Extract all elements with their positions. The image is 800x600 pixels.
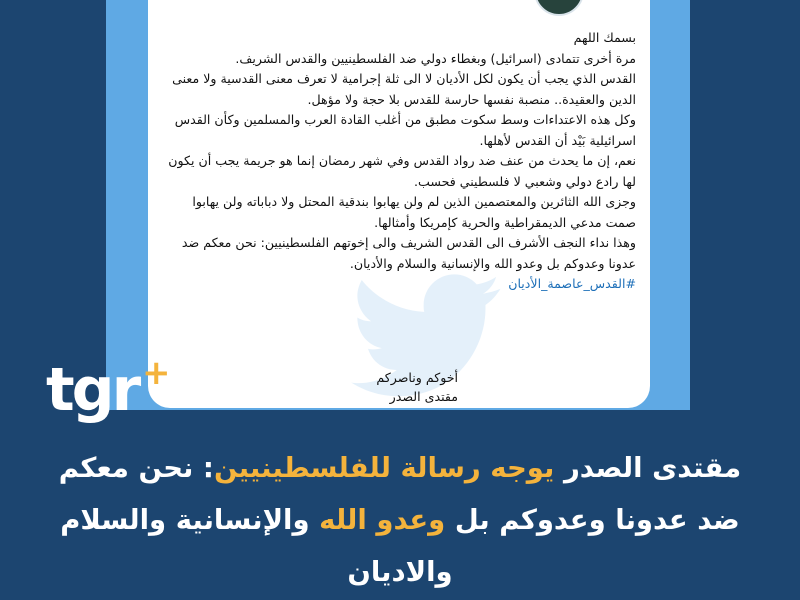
hashtag-link[interactable]: #القدس_عاصمة_الأديان (508, 276, 636, 291)
headline-part-5: والإنسانية والسلام والاديان (60, 504, 453, 588)
headline (40, 442, 760, 598)
paragraph-2: القدس الذي يجب أن يكون لكل الأديان لا الى ثلة إجرامية لا تعرف معنى القدسية ولا معنى الدين والعقيدة.. منصبة نفسها حارسة للقدس بلا حجة ولا مؤهل. (172, 71, 636, 107)
paragraph-4: نعم، إن ما يحدث من عنف ضد رواد القدس وفي شهر رمضان إنما هو جريمة يجب أن يكون لها رادع دولي وشعبي لا فلسطيني فحسب. (168, 153, 636, 189)
headline-highlight-1: يوجه رسالة للفلسطينيين (213, 452, 555, 484)
logo-text: tgr (46, 355, 139, 425)
paragraph-6: وهذا نداء النجف الأشرف الى القدس الشريف والى إخوتهم الفلسطينيين: نحن معكم ضد عدونا وعدوكم بل وعدو الله والإنسانية والسلام والأديان. (181, 235, 636, 271)
brand-logo (46, 353, 171, 432)
paragraph-3: وكل هذه الاعتداءات وسط سكوت مطبق من أغلب القادة العرب والمسلمين وكأن القدس اسرائيلية بَيْد أن القدس لأهلها. (174, 112, 636, 148)
signature (338, 368, 458, 406)
headline-part-1: مقتدى الصدر (563, 452, 742, 484)
avatar[interactable] (534, 0, 584, 16)
signature-line-2: مقتدى الصدر (389, 389, 458, 404)
headline-part-3: : نحن معكم ضد عدونا وعدوكم بل (58, 452, 740, 536)
greeting-line: بسمك اللهم (573, 30, 636, 45)
paragraph-1: مرة أخرى تتمادى (اسرائيل) وبغطاء دولي ضد الفلسطينيين والقدس الشريف. (235, 50, 636, 66)
signature-line-1: أخوكم وناصركم (376, 370, 458, 385)
tweet-card (148, 0, 650, 408)
logo-plus-icon: + (142, 353, 171, 393)
headline-highlight-2: وعدو الله (319, 504, 446, 536)
tweet-body (166, 28, 636, 295)
paragraph-5: وجزى الله الثائرين والمعتصمين الذين لم ولن يهابوا بندقية المحتل ولا دباباته ولن يهابوا صمت مدعي الديمقراطية والحرية كإمريكا وأمثالها. (192, 194, 636, 230)
